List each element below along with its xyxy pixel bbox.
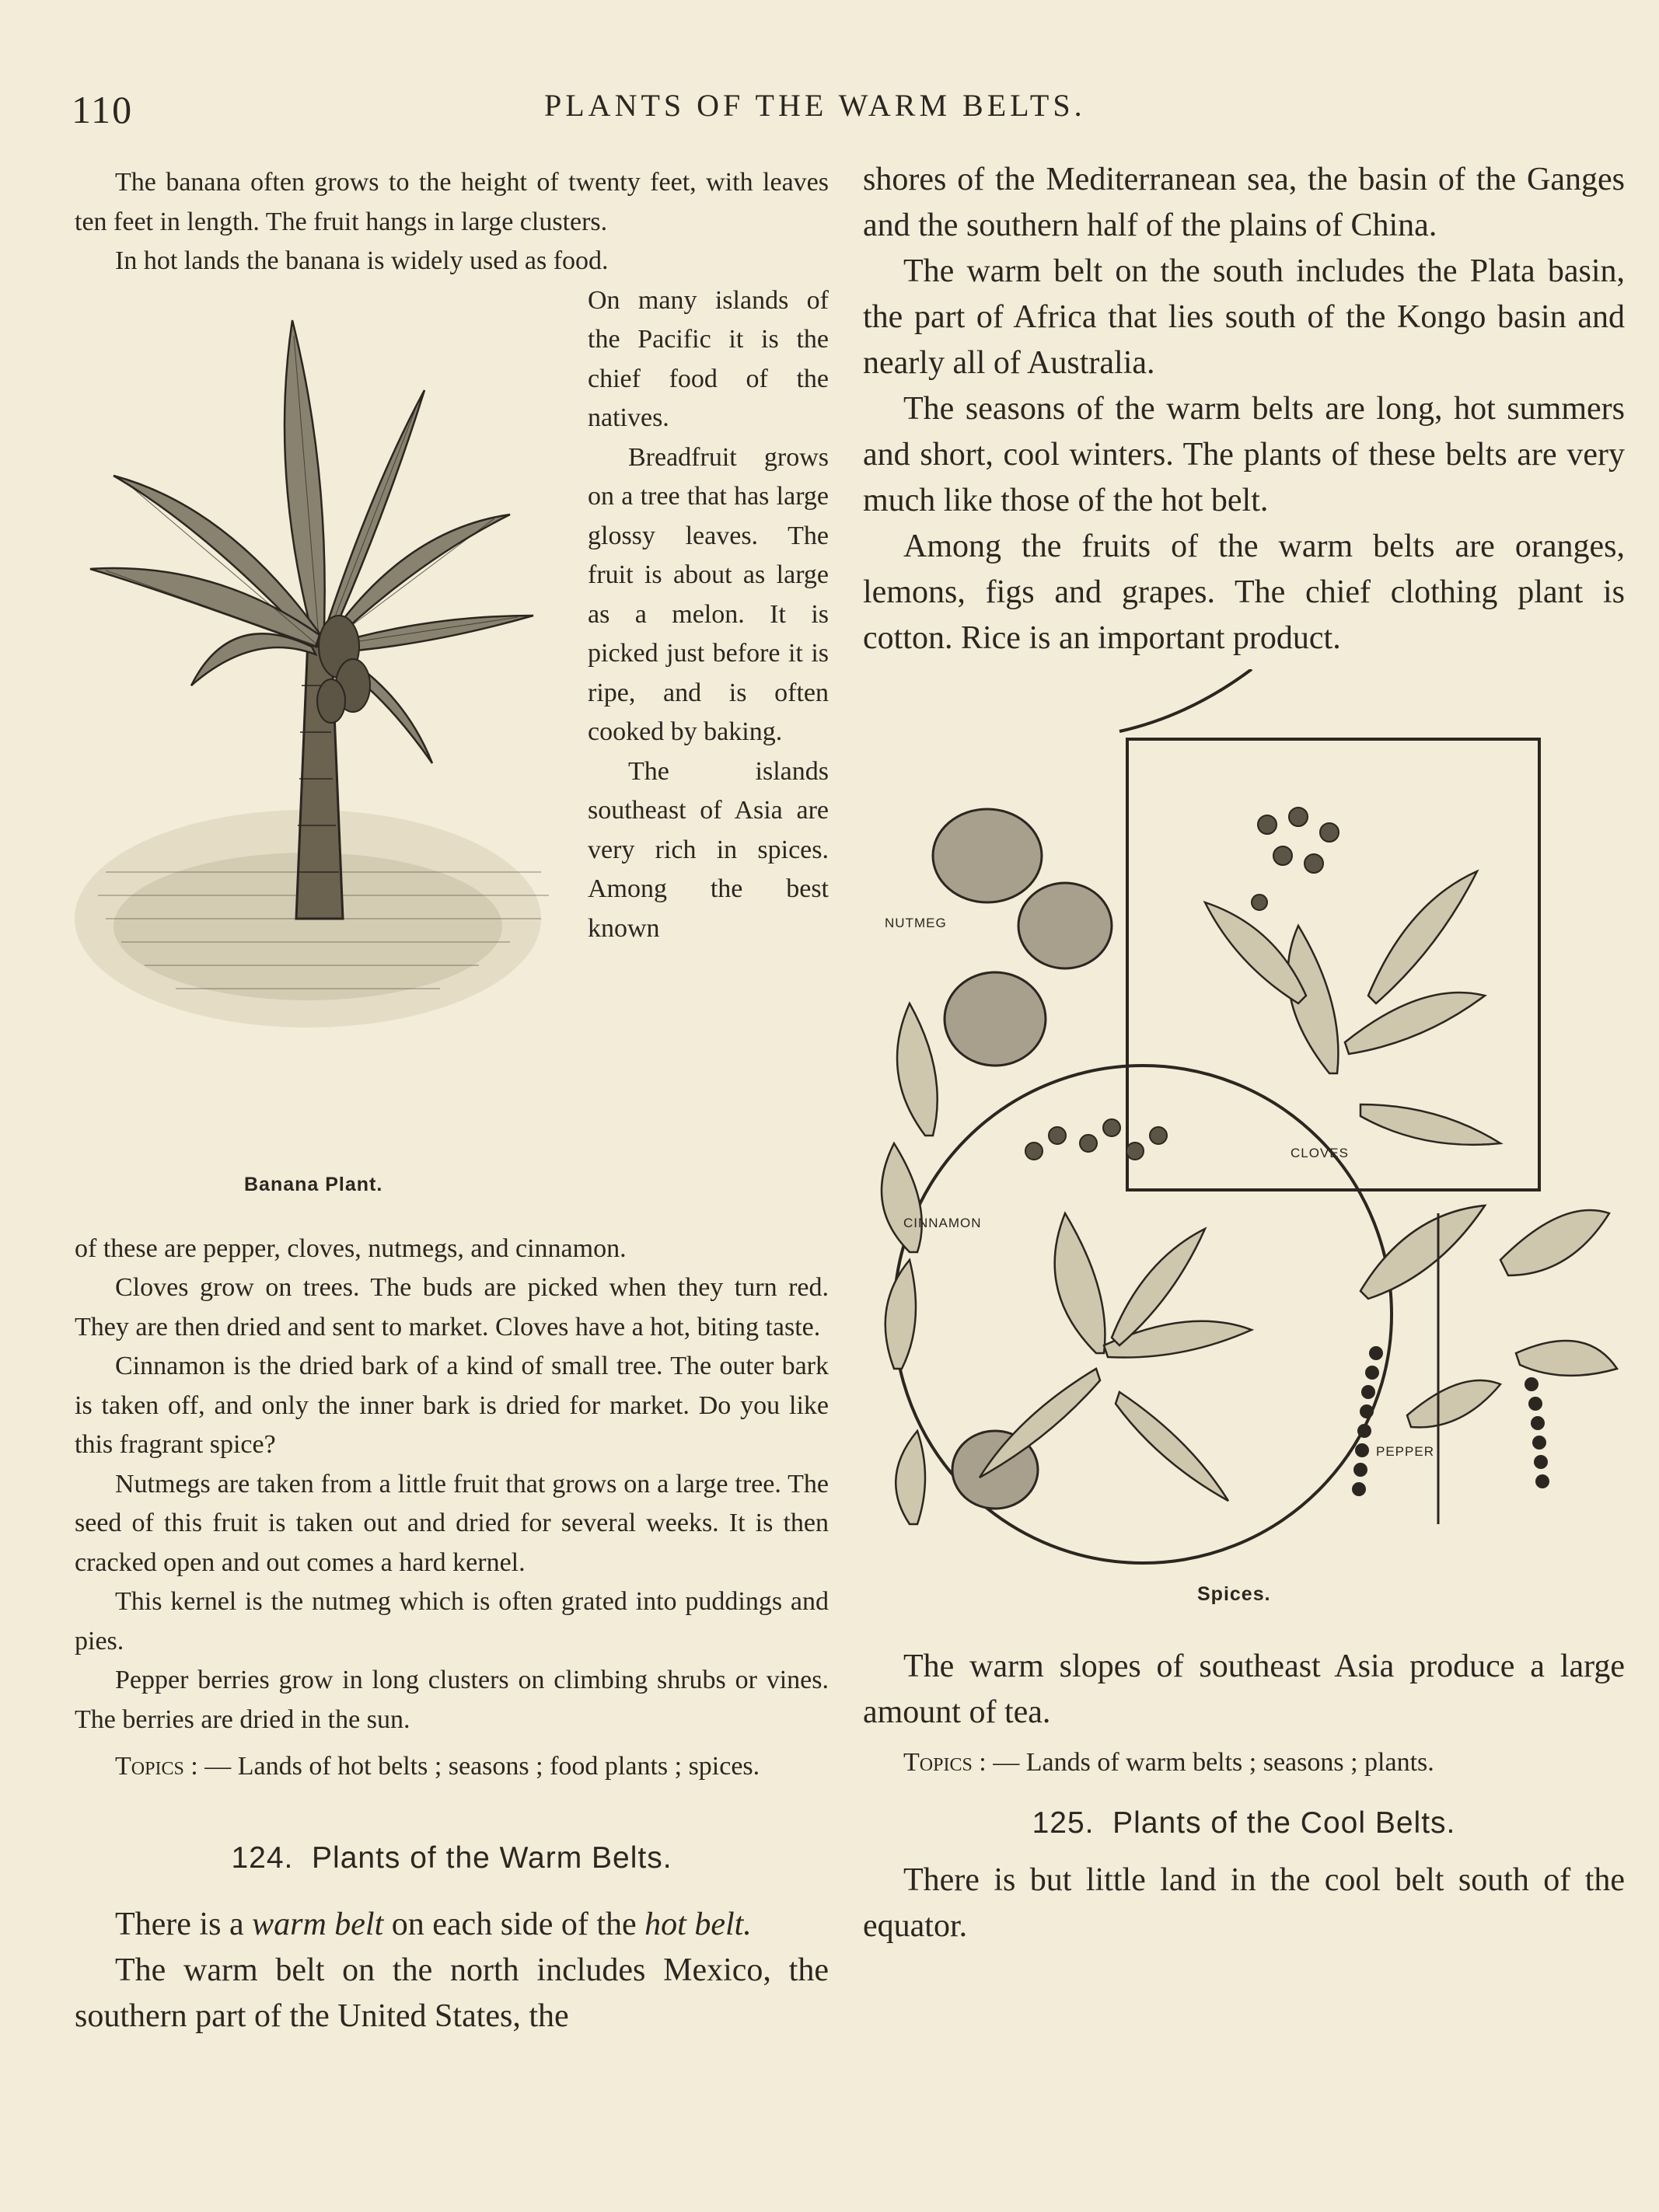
section-number: 125. <box>1032 1806 1095 1840</box>
paragraph-kernel: This kernel is the nutmeg which is often grated into puddings and pies. <box>75 1587 829 1656</box>
paragraph-tea: The warm slopes of southeast Asia produce a large amount of tea. <box>863 1649 1625 1730</box>
banana-plant-illustration <box>75 281 572 1090</box>
emphasis-warm-belt: warm belt <box>252 1906 384 1942</box>
banana-plant-caption: Banana Plant. <box>244 1173 383 1195</box>
emphasis-hot-belt: hot belt. <box>644 1906 752 1942</box>
running-title: PLANTS OF THE WARM BELTS. <box>544 88 1086 123</box>
section-heading-124 <box>75 1841 829 1875</box>
spices-illustration <box>863 669 1625 1605</box>
topics-warm-belts <box>863 1743 1625 1783</box>
spices-caption: Spices. <box>1197 1583 1271 1605</box>
label-cinnamon: CINNAMON <box>903 1216 982 1230</box>
paragraph-banana-food: In hot lands the banana is widely used as food. <box>115 246 609 275</box>
banana-side-text <box>588 281 829 949</box>
paragraph-cool-belt: There is but little land in the cool belt south of the equator. <box>863 1861 1625 1944</box>
paragraph-nutmegs: Nutmegs are taken from a little fruit that grows on a large tree. The seed of this fruit is taken out and dried for several weeks. It is then cracked open and out comes a hard kernel. <box>75 1469 829 1577</box>
topics-hot-belts <box>75 1747 829 1787</box>
page-number: 110 <box>72 88 134 131</box>
paragraph-warm-belt-south: The warm belt on the south includes the Plata basin, the part of Africa that lies south of the Kongo basin and nearly all of Australia. <box>863 253 1625 381</box>
paragraph-banana-height: The banana often grows to the height of twenty feet, with leaves ten feet in length. The fruit hangs in large clusters. <box>75 168 829 236</box>
label-pepper: PEPPER <box>1376 1444 1434 1459</box>
text-run: on each side of the <box>383 1906 645 1942</box>
paragraph-fruits: Among the fruits of the warm belts are oranges, lemons, figs and grapes. The chief clothing plant is cotton. Rice is an important product. <box>863 529 1625 656</box>
topics-label: Topics : <box>903 1748 987 1777</box>
paragraph-pepper: Pepper berries grow in long clusters on climbing shrubs or vines. The berries are dried in the sun. <box>75 1666 829 1734</box>
text-run: There is a <box>115 1906 253 1942</box>
topics-label: Topics : <box>115 1752 198 1781</box>
section-heading-125 <box>863 1806 1625 1840</box>
section-title: Plants of the Cool Belts. <box>1112 1806 1456 1840</box>
paragraph-spice-islands: The islands southeast of Asia are very rich in spices. Among the best known <box>588 756 829 943</box>
paragraph-warm-belt-intro <box>75 1902 829 1948</box>
paragraph-pacific: On many islands of the Pacific it is the chief food of the natives. <box>588 285 829 432</box>
paragraph-breadfruit: Breadfruit grows on a tree that has large glossy leaves. The fruit is about as large as a melon. It is picked just before it is ripe, and is often cooked by baking. <box>588 442 829 746</box>
paragraph-seasons: The seasons of the warm belts are long, hot summers and short, cool winters. The plants of these belts are very much like those of the hot belt. <box>863 391 1625 518</box>
spices-drawing <box>863 669 1625 1579</box>
paragraph-cloves: Cloves grow on trees. The buds are picked when they turn red. They are then dried and sent to market. Cloves have a hot, biting taste. <box>75 1273 829 1342</box>
paragraph-mediterranean: shores of the Mediterranean sea, the basin of the Ganges and the southern half of the plains of China. <box>863 162 1625 243</box>
label-cloves: CLOVES <box>1291 1146 1349 1160</box>
section-number: 124. <box>231 1840 294 1875</box>
paragraph-cinnamon: Cinnamon is the dried bark of a kind of small tree. The outer bark is taken off, and only the inner bark is dried for market. Do you like this fragrant spice? <box>75 1352 829 1459</box>
topics-text: — Lands of hot belts ; seasons ; food plants ; spices. <box>204 1752 760 1781</box>
banana-section <box>75 281 829 1230</box>
left-column <box>75 163 829 2039</box>
paragraph-warm-belt-north: The warm belt on the north includes Mexico, the southern part of the United States, the <box>75 1952 829 2034</box>
paragraph-spice-list: of these are pepper, cloves, nutmegs, and cinnamon. <box>75 1233 627 1263</box>
right-column <box>863 157 1625 1949</box>
topics-text: — Lands of warm belts ; seasons ; plants. <box>993 1748 1434 1777</box>
label-nutmeg: NUTMEG <box>885 916 947 930</box>
section-title: Plants of the Warm Belts. <box>312 1840 672 1875</box>
